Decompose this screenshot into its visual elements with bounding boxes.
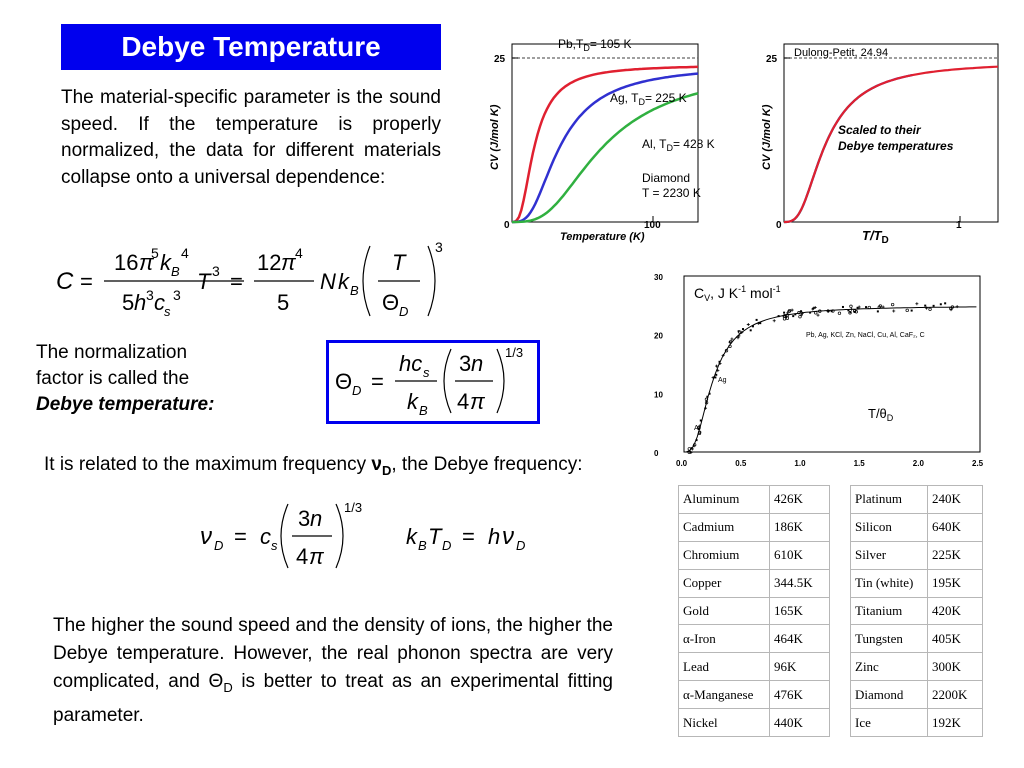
svg-text:=: = [234, 524, 247, 549]
scatter-point [742, 328, 744, 330]
debye-temp-cell: 225K [928, 541, 983, 569]
scatter-point [800, 310, 802, 312]
scatter-point [778, 315, 780, 317]
scatter-y-tick: 10 [654, 390, 663, 400]
scatter-point [719, 361, 721, 363]
svg-text:3: 3 [146, 287, 154, 303]
heat-capacity-formula [52, 238, 452, 322]
series-label-pb: $Pb,T_D= 105$ K [558, 37, 632, 53]
svg-text:s: s [271, 538, 278, 553]
svg-text:hc: hc [399, 351, 423, 376]
table-gap [830, 597, 851, 625]
scatter-point [738, 330, 740, 332]
right-y-tick-25: 25 [766, 54, 778, 65]
freq-text-b: , the Debye frequency: [391, 454, 583, 475]
scatter-point [750, 329, 752, 331]
theta-subscript: D [223, 679, 233, 695]
svg-text:T: T [392, 250, 406, 275]
table-gap [830, 569, 851, 597]
svg-text:16: 16 [114, 250, 139, 275]
svg-text:k: k [407, 389, 418, 414]
right-x-tick-1: 1 [956, 220, 962, 231]
table-row [679, 681, 983, 709]
debye-temp-cell: 165K [770, 597, 830, 625]
svg-text:4: 4 [296, 544, 309, 569]
bottom-paragraph [53, 612, 613, 730]
material-name-cell: Lead [679, 653, 770, 681]
svg-text:4: 4 [295, 245, 303, 261]
svg-text:h: h [134, 290, 147, 315]
scatter-y-label: $C_V$, J $K^{-1}$ mol$^{-1}$ [694, 284, 781, 303]
scatter-point [700, 419, 702, 421]
material-name-cell: Titanium [851, 597, 928, 625]
svg-text:k: k [160, 250, 171, 275]
svg-text:1/3: 1/3 [505, 345, 524, 360]
scaled-heat-capacity-chart [756, 30, 1002, 250]
scatter-point [783, 312, 785, 314]
debye-temp-cell: 476K [770, 681, 830, 709]
svg-text:5: 5 [151, 245, 159, 261]
debye-temp-cell: 195K [928, 569, 983, 597]
table-gap [830, 486, 851, 514]
svg-text:3: 3 [435, 239, 443, 255]
svg-text:5: 5 [277, 290, 290, 315]
svg-text:D: D [214, 538, 224, 553]
scatter-point [809, 312, 811, 314]
svg-text:3: 3 [173, 287, 181, 303]
debye-frequency-text [44, 452, 614, 484]
debye-temp-cell: 240K [928, 486, 983, 514]
debye-temp-cell: 96K [770, 653, 830, 681]
scatter-point [944, 302, 946, 304]
scatter-point [752, 325, 754, 327]
material-name-cell: Silver [851, 541, 928, 569]
material-name-cell: Chromium [679, 541, 770, 569]
svg-text:D: D [516, 538, 526, 553]
table-gap [830, 513, 851, 541]
debye-temp-cell: 610K [770, 541, 830, 569]
scatter-point [696, 439, 698, 441]
scaled-annotation-line-1: Scaled to their [838, 123, 921, 137]
svg-text:4: 4 [181, 245, 189, 261]
scatter-x-label: $T/\theta_D$ [868, 406, 894, 423]
debye-temperature-formula [329, 343, 537, 421]
scatter-point [847, 309, 849, 311]
svg-text:5: 5 [122, 290, 135, 315]
svg-text:c: c [154, 290, 165, 315]
scatter-x-tick: 2.0 [912, 459, 924, 468]
table-row [679, 541, 983, 569]
svg-text:=: = [371, 369, 384, 394]
theta-symbol: Θ [208, 671, 224, 692]
right-x-axis-label: $T/T_D$ [862, 228, 889, 246]
debye-temp-cell: 344.5K [770, 569, 830, 597]
svg-text:s: s [164, 304, 171, 319]
scatter-point [714, 376, 716, 378]
scatter-x-tick: 0.5 [735, 459, 747, 468]
scatter-x-tick: 2.5 [972, 459, 984, 468]
scatter-x-tick: 1.5 [853, 459, 865, 468]
svg-text:3: 3 [459, 351, 472, 376]
bottom-text-a: The higher the sound speed and the density of ions, the higher the Debye temperature. However, the real phonon spectra are very complicated, and [53, 615, 613, 692]
svg-text:B: B [171, 264, 180, 279]
svg-text:T: T [428, 524, 442, 549]
scatter-point [865, 306, 867, 308]
scatter-point [924, 305, 926, 307]
svg-text:ν: ν [502, 523, 514, 550]
debye-frequency-formula [196, 498, 546, 574]
heat-capacity-chart [482, 30, 715, 250]
scatter-x-tick: 1.0 [794, 459, 806, 468]
svg-text:C: C [56, 268, 74, 295]
svg-text:ν: ν [200, 523, 212, 550]
scatter-y-tick: 0 [654, 449, 659, 458]
scatter-point [877, 310, 879, 312]
right-y-axis-label: CV (J/mol K) [761, 104, 773, 170]
material-name-cell: Gold [679, 597, 770, 625]
svg-text:B: B [418, 538, 427, 553]
svg-text:1/3: 1/3 [344, 500, 363, 515]
material-name-cell: Copper [679, 569, 770, 597]
scaled-annotation-line-2: Debye temperatures [838, 139, 954, 153]
svg-text:π: π [470, 389, 485, 414]
svg-text:c: c [260, 524, 271, 549]
scatter-frame [684, 276, 980, 452]
universal-heat-capacity-scatter [646, 268, 986, 474]
scatter-point [831, 310, 833, 312]
table-row [679, 597, 983, 625]
material-name-cell: α-Iron [679, 625, 770, 653]
point-label-ag: Ag [718, 377, 727, 384]
scatter-point [715, 374, 717, 376]
debye-temp-cell: 426K [770, 486, 830, 514]
svg-text:B: B [350, 283, 359, 298]
svg-text:D: D [352, 383, 362, 398]
scatter-legend: Pb, Ag, KCl, Zn, NaCl, Cu, Al, CaF₂, C [806, 332, 925, 339]
table-gap [830, 681, 851, 709]
svg-text:3: 3 [298, 506, 311, 531]
material-name-cell: Tin (white) [851, 569, 928, 597]
svg-text:4: 4 [457, 389, 470, 414]
dulong-petit-label: Dulong-Petit, 24.94 [794, 47, 889, 59]
svg-text:n: n [471, 351, 484, 376]
debye-temperature-formula-box [326, 340, 540, 424]
svg-text:π: π [139, 250, 154, 275]
left-x-axis-label: Temperature (K) [560, 231, 645, 243]
material-name-cell: Platinum [851, 486, 928, 514]
svg-text:=: = [80, 269, 93, 294]
debye-temperature-table [678, 485, 983, 737]
material-name-cell: Aluminum [679, 486, 770, 514]
debye-temp-cell: 2200K [928, 681, 983, 709]
svg-text:D: D [442, 538, 452, 553]
svg-text:π: π [281, 250, 296, 275]
scatter-point [933, 305, 935, 307]
nu-symbol: ν [371, 454, 382, 475]
svg-text:Θ: Θ [335, 369, 353, 394]
scatter-point [756, 319, 758, 321]
nu-subscript: D [381, 462, 392, 478]
svg-text:D: D [399, 304, 409, 319]
left-y-tick-25: 25 [494, 54, 506, 65]
freq-text-a: It is related to the maximum frequency [44, 454, 367, 475]
svg-text:12: 12 [257, 250, 282, 275]
svg-text:N: N [320, 269, 336, 294]
scatter-point [794, 313, 796, 315]
svg-text:=: = [462, 524, 475, 549]
debye-temp-cell: 640K [928, 513, 983, 541]
material-name-cell: Silicon [851, 513, 928, 541]
table-row [679, 709, 983, 737]
scatter-point [842, 306, 844, 308]
series-label-diamond-temp: T = 2230 K [642, 186, 701, 200]
table-gap [830, 541, 851, 569]
left-x-tick-100: 100 [644, 220, 661, 231]
debye-temp-cell: 440K [770, 709, 830, 737]
debye-temp-cell: 464K [770, 625, 830, 653]
debye-temp-cell: 300K [928, 653, 983, 681]
series-label-diamond: Diamond [642, 171, 691, 185]
left-x-tick-0: 0 [504, 220, 510, 231]
debye-temp-cell: 186K [770, 513, 830, 541]
table-row [679, 513, 983, 541]
normalization-line-2: factor is called the [36, 368, 190, 389]
scatter-point [849, 311, 851, 313]
material-name-cell: Nickel [679, 709, 770, 737]
svg-text:s: s [423, 365, 430, 380]
debye-temp-cell: 405K [928, 625, 983, 653]
svg-text:Θ: Θ [382, 290, 400, 315]
scatter-y-tick: 30 [654, 273, 663, 282]
material-name-cell: Zinc [851, 653, 928, 681]
svg-text:π: π [309, 544, 324, 569]
series-label-al: Al, $T_D= 428$ K [642, 137, 715, 153]
table-gap [830, 709, 851, 737]
scatter-point [706, 396, 708, 398]
table-row [679, 653, 983, 681]
series-label-ag: Ag, $T_D= 225$ K [610, 91, 687, 107]
material-name-cell: Diamond [851, 681, 928, 709]
right-x-tick-0: 0 [776, 220, 782, 231]
left-y-axis-label: CV (J/mol K) [489, 104, 501, 170]
svg-text:k: k [338, 269, 349, 294]
scatter-point [911, 310, 913, 312]
table-row [679, 486, 983, 514]
material-name-cell: α-Manganese [679, 681, 770, 709]
debye-temperature-term: Debye temperature: [36, 394, 215, 415]
page-title: Debye Temperature [61, 24, 441, 70]
table-row [679, 569, 983, 597]
intro-paragraph: The material-specific parameter is the sound speed. If the temperature is properly normalized, the data for different materials collapse onto a universal dependence: [61, 87, 441, 188]
scatter-point [792, 315, 794, 317]
table-gap [830, 653, 851, 681]
svg-text:h: h [488, 524, 501, 549]
svg-text:=: = [230, 269, 243, 294]
normalization-line-1: The normalization [36, 342, 188, 363]
table-row [679, 625, 983, 653]
scatter-y-tick: 20 [654, 331, 663, 341]
svg-text:n: n [310, 506, 323, 531]
debye-temp-cell: 420K [928, 597, 983, 625]
bottom-text-b: is better to treat as an experimental fitting parameter. [53, 671, 613, 726]
material-name-cell: Cadmium [679, 513, 770, 541]
debye-table [678, 485, 983, 737]
svg-text:3: 3 [212, 263, 220, 279]
svg-text:k: k [406, 524, 417, 549]
normalization-text [36, 340, 276, 418]
svg-text:T: T [197, 269, 211, 294]
material-name-cell: Ice [851, 709, 928, 737]
scatter-point [940, 303, 942, 305]
material-name-cell: Tungsten [851, 625, 928, 653]
scatter-x-tick: 0.0 [676, 459, 688, 468]
point-label-al: Al [694, 425, 701, 432]
table-gap [830, 625, 851, 653]
debye-temp-cell: 192K [928, 709, 983, 737]
scatter-point [709, 393, 711, 395]
svg-text:B: B [419, 403, 428, 418]
